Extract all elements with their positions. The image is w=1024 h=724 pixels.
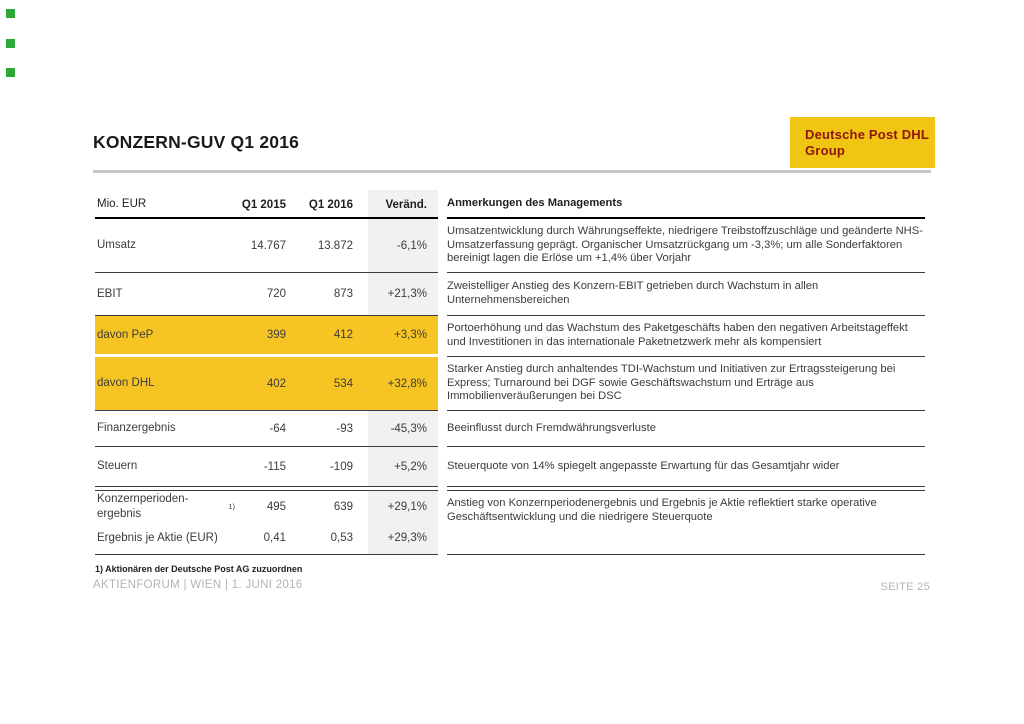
value-q1-2016: -109 [329, 460, 353, 473]
value-q1-2015: -64 [269, 422, 286, 435]
value-q1-2015: 0,41 [263, 532, 286, 545]
table-row-ebit [95, 273, 925, 316]
value-q1-2016: 13.872 [317, 239, 353, 252]
row-comment: Zweistelliger Anstieg des Konzern-EBIT getrieben durch Wachstum in allen Unternehmensbereichen [447, 273, 925, 316]
row-label: Konzernperioden-ergebnis 1) [97, 493, 235, 520]
value-q1-2015: 14.767 [250, 239, 286, 252]
table-row-davon-pep [95, 316, 925, 357]
value-change: -45,3% [368, 411, 438, 446]
pnl-table [95, 190, 925, 555]
value-change: +29,1% [368, 491, 438, 523]
value-q1-2016: 873 [333, 288, 353, 300]
table-result-block [95, 490, 925, 555]
row-comment: Portoerhöhung und das Wachstum des Paketgeschäfts haben den negativen Arbeitstageffekt und Investitionen in das internationale Paketnetzwerk mehr als kompensiert [447, 316, 925, 357]
row-comment: Steuerquote von 14% spiegelt angepasste Erwartung für das Gesamtjahr wider [447, 447, 925, 487]
table-row-umsatz [95, 219, 925, 273]
title-divider [93, 170, 931, 173]
footnote: 1) Aktionären der Deutsche Post AG zuzuordnen [95, 564, 303, 574]
corner-marker [6, 39, 15, 48]
value-q1-2016: 534 [333, 377, 353, 390]
header-q1-2016: Q1 2016 [308, 199, 353, 211]
footer-event-info: AKTIENFORUM | WIEN | 1. JUNI 2016 [93, 579, 303, 591]
value-change: +3,3% [394, 329, 427, 341]
value-q1-2015: 495 [266, 500, 286, 513]
header-q1-2015: Q1 2015 [241, 199, 286, 211]
value-q1-2016: -93 [336, 422, 353, 435]
value-q1-2015: -115 [263, 460, 286, 473]
table-row-konzernperiodenergebnis [95, 491, 438, 523]
value-q1-2016: 412 [333, 329, 353, 341]
value-change: +5,2% [368, 447, 438, 486]
row-label: Steuern [97, 460, 138, 473]
value-q1-2015: 720 [266, 288, 286, 300]
page-number: SEITE 25 [880, 581, 930, 593]
row-label: Ergebnis je Aktie (EUR) [97, 532, 218, 545]
row-label: Umsatz [97, 239, 136, 252]
row-label: EBIT [97, 287, 123, 300]
logo-line1: Deutsche Post DHL [805, 127, 930, 143]
table-row-finanzergebnis [95, 411, 925, 447]
row-comment: Umsatzentwicklung durch Währungseffekte, niedrigere Treibstoffzuschläge und geänderte NHS-Umsatzerfassung geprägt. Organischer Umsatzrückgang um -3,3%; um alle Sonderfaktoren bereinigt lagen die Erlöse um +1,4% über Vorjahr [447, 219, 925, 273]
table-header-row [95, 190, 925, 219]
value-q1-2015: 402 [266, 377, 286, 390]
dhl-group-logo [790, 117, 935, 168]
row-comment: Anstieg von Konzernperiodenergebnis und Ergebnis je Aktie reflektiert starke operative Geschäftsentwicklung und die niedrigere Steuerquote [447, 490, 925, 555]
logo-line2: Group [805, 142, 845, 158]
value-change: -6,1% [368, 219, 438, 272]
table-row-steuern [95, 447, 925, 487]
row-label: Finanzergebnis [97, 422, 176, 435]
slide-title: KONZERN-GUV Q1 2016 [93, 132, 300, 152]
value-change: +32,8% [387, 377, 427, 390]
row-label: davon DHL [97, 377, 155, 390]
header-comments: Anmerkungen des Managements [447, 190, 925, 219]
row-comment: Starker Anstieg durch anhaltendes TDI-Wachstum und Initiativen zur Ertragssteigerung bei Express; Turnaround bei DGF sowie Geschäftswachstum und Erträge aus Immobilienveräußerungen bei DSC [447, 357, 925, 411]
corner-marker [6, 68, 15, 77]
value-change: +29,3% [368, 523, 438, 555]
corner-marker [6, 9, 15, 18]
table-row-davon-dhl [95, 357, 925, 411]
row-comment: Beeinflusst durch Fremdwährungsverluste [447, 411, 925, 447]
header-change: Veränd. [368, 190, 438, 217]
value-q1-2016: 639 [333, 500, 353, 513]
value-change: +21,3% [368, 273, 438, 315]
value-q1-2015: 399 [266, 329, 286, 341]
header-unit: Mio. EUR [97, 197, 147, 210]
table-row-ergebnis-je-aktie [95, 523, 438, 555]
row-label: davon PeP [97, 328, 154, 341]
value-q1-2016: 0,53 [330, 532, 353, 545]
